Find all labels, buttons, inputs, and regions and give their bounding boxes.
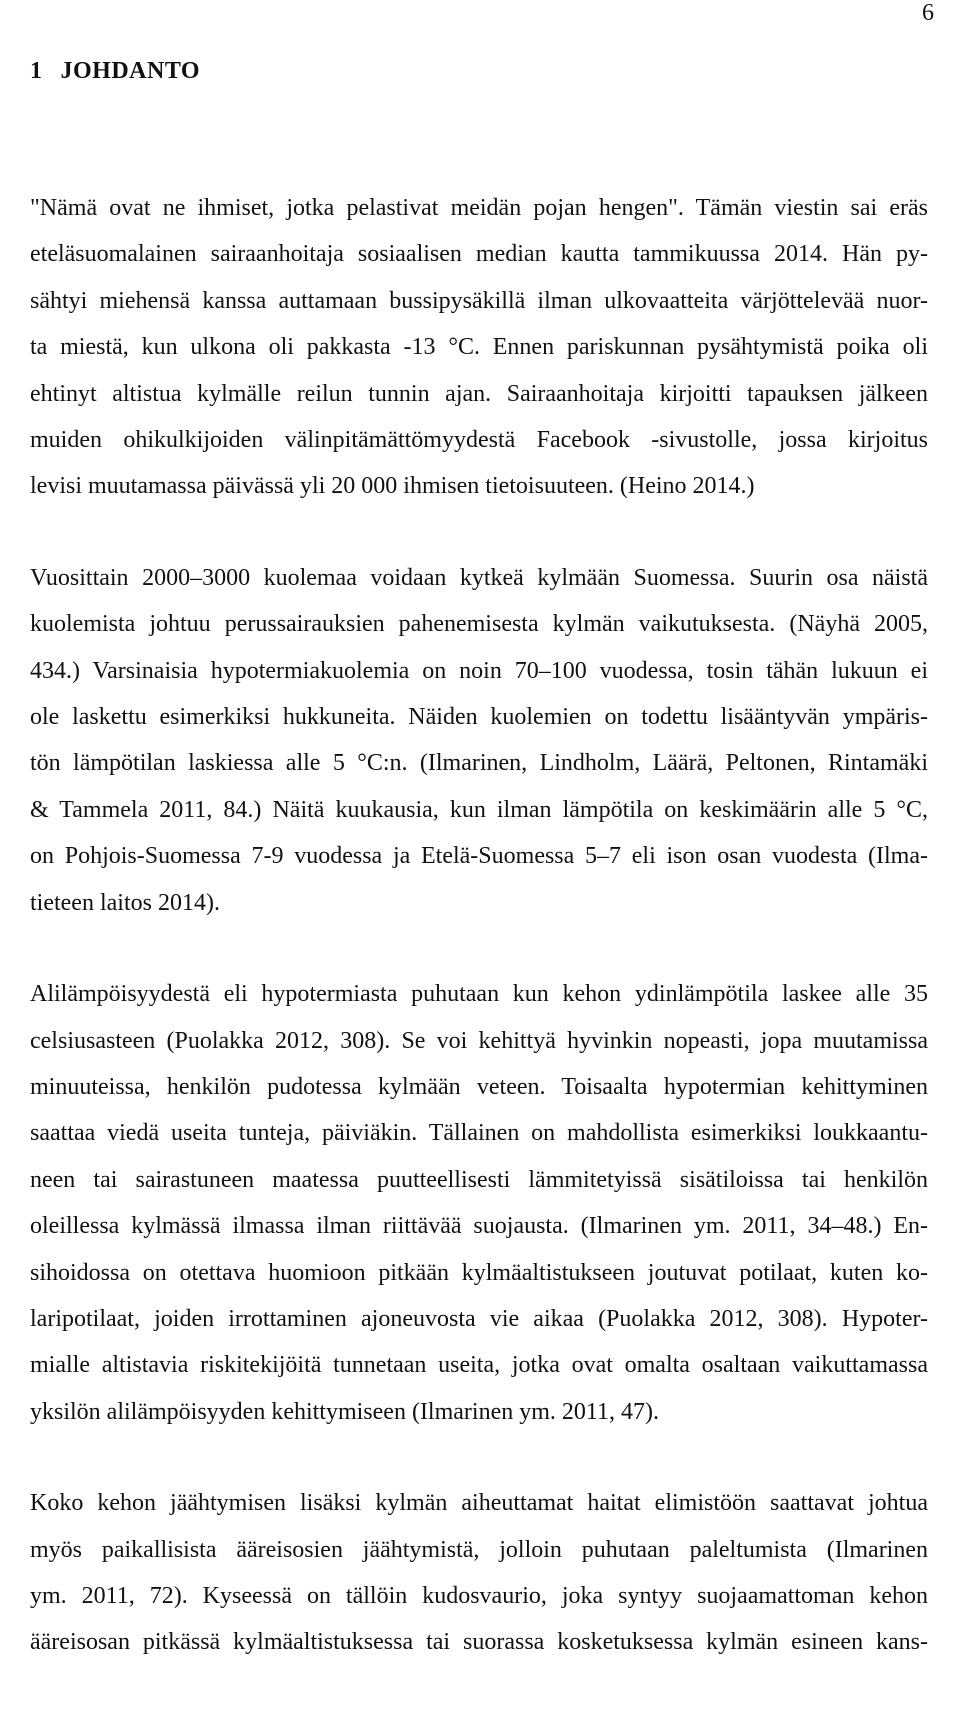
text-line: sähtyi miehensä kanssa auttamaan bussipysäkillä ilman ulkovaatteita värjöttelevää nuor-	[30, 287, 928, 314]
chapter-heading	[30, 58, 200, 85]
text-line: ääreisosan pitkässä kylmäaltistuksessa tai suorassa kosketuksessa kylmän esineen kans-	[30, 1629, 928, 1656]
text-line: on Pohjois-Suomessa 7-9 vuodessa ja Etelä-Suomessa 5–7 eli ison osan vuodesta (Ilma-	[30, 843, 928, 870]
text-line: yksilön alilämpöisyyden kehittymiseen (Ilmarinen ym. 2011, 47).	[30, 1398, 660, 1425]
text-line: Koko kehon jäähtymisen lisäksi kylmän aiheuttamat haitat elimistöön saattavat johtua	[30, 1490, 928, 1517]
page-number: 6	[922, 0, 934, 26]
text-line: tön lämpötilan laskiessa alle 5 °C:n. (Ilmarinen, Lindholm, Läärä, Peltonen, Rintamäki	[30, 750, 928, 777]
text-line: Alilämpöisyydestä eli hypotermiasta puhutaan kun kehon ydinlämpötila laskee alle 35	[30, 981, 928, 1008]
body-text	[30, 185, 928, 1711]
text-line: celsiusasteen (Puolakka 2012, 308). Se voi kehittyä hyvinkin nopeasti, jopa muutamissa	[30, 1027, 928, 1054]
text-line: 434.) Varsinaisia hypotermiakuolemia on noin 70–100 vuodessa, tosin tähän lukuun ei	[30, 657, 928, 684]
text-line: "Nämä ovat ne ihmiset, jotka pelastivat meidän pojan hengen". Tämän viestin sai eräs	[30, 195, 928, 221]
text-line: kuolemista johtuu perussairauksien pahenemisesta kylmän vaikutuksesta. (Näyhä 2005,	[30, 611, 928, 638]
text-line: neen tai sairastuneen maatessa puutteellisesti lämmitetyissä sisätiloissa tai henkilön	[30, 1166, 928, 1193]
paragraph	[30, 555, 928, 926]
text-line: laripotilaat, joiden irrottaminen ajoneuvosta vie aikaa (Puolakka 2012, 308). Hypoter-	[30, 1305, 928, 1332]
text-line: ehtinyt altistua kylmälle reilun tunnin ajan. Sairaanhoitaja kirjoitti tapauksen jälkeen	[30, 380, 928, 407]
text-line: levisi muutamassa päivässä yli 20 000 ihmisen tietoisuuteen. (Heino 2014.)	[30, 473, 755, 500]
text-line: myös paikallisista ääreisosien jäähtymistä, jolloin puhutaan paleltumista (Ilmarinen	[30, 1536, 928, 1563]
text-line: saattaa viedä useita tunteja, päiviäkin. Tällainen on mahdollista esimerkiksi loukkaantu-	[30, 1120, 928, 1147]
text-line: muiden ohikulkijoiden välinpitämättömyydestä Facebook -sivustolle, jossa kirjoitus	[30, 427, 928, 454]
text-line: ta miestä, kun ulkona oli pakkasta -13 °C. Ennen pariskunnan pysähtymistä poika oli	[30, 334, 928, 361]
text-line: Vuosittain 2000–3000 kuolemaa voidaan kytkeä kylmään Suomessa. Suurin osa näistä	[30, 564, 928, 591]
text-line: minuuteissa, henkilön pudotessa kylmään veteen. Toisaalta hypotermian kehittyminen	[30, 1073, 928, 1100]
text-line: sihoidossa on otettava huomioon pitkään kylmäaltistukseen joutuvat potilaat, kuten ko-	[30, 1259, 928, 1286]
text-line: tieteen laitos 2014).	[30, 889, 220, 916]
text-line: ym. 2011, 72). Kyseessä on tällöin kudosvaurio, joka syntyy suojaamattoman kehon	[30, 1582, 928, 1609]
text-line: & Tammela 2011, 84.) Näitä kuukausia, kun ilman lämpötila on keskimäärin alle 5 °C,	[30, 796, 928, 823]
paragraph	[30, 1480, 928, 1666]
text-line: eteläsuomalainen sairaanhoitaja sosiaalisen median kautta tammikuussa 2014. Hän py-	[30, 241, 928, 268]
text-line: ole laskettu esimerkiksi hukkuneita. Näiden kuolemien on todettu lisääntyvän ympäris-	[30, 704, 928, 731]
chapter-number: 1	[30, 58, 43, 84]
text-line: mialle altistavia riskitekijöitä tunnetaan useita, jotka ovat omalta osaltaan vaikuttamassa	[30, 1352, 928, 1379]
paragraph	[30, 185, 928, 510]
paragraph	[30, 971, 928, 1435]
chapter-title: JOHDANTO	[60, 58, 201, 84]
text-line: oleillessa kylmässä ilmassa ilman riittävää suojausta. (Ilmarinen ym. 2011, 34–48.) En-	[30, 1213, 928, 1240]
